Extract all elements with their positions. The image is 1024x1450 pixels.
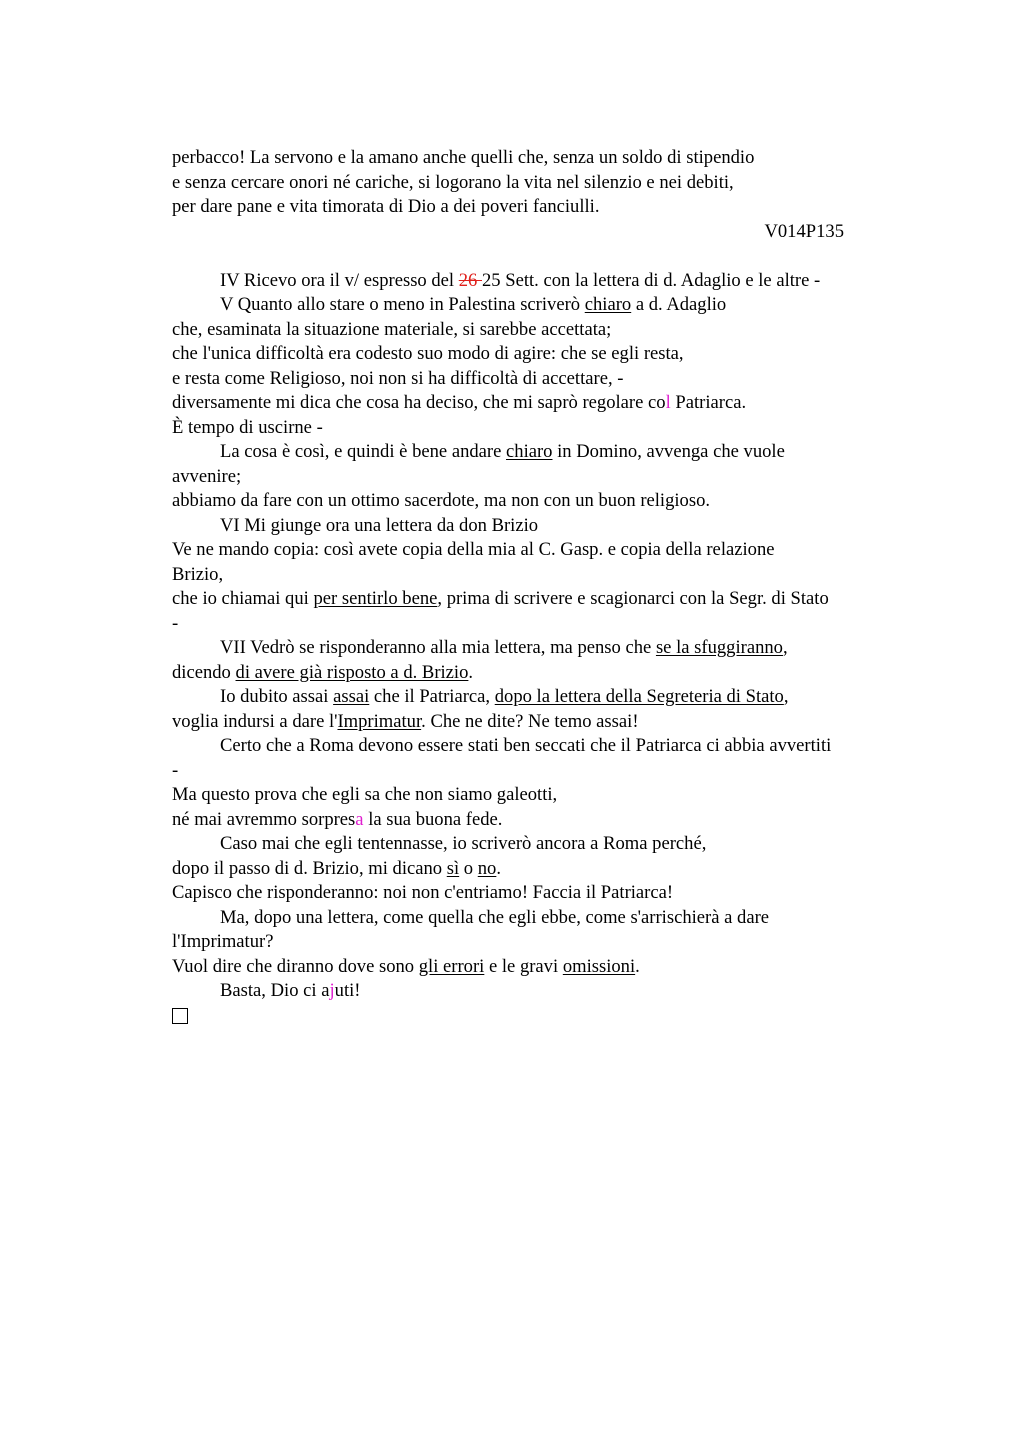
underlined-text: Imprimatur [337,710,422,732]
empty-checkbox-icon [172,1008,188,1024]
underlined-text: per sentirlo bene [313,588,438,609]
text-line: né mai avremmo sorpresa la sua buona fede. [172,808,503,830]
end-marker [172,1004,912,1032]
inserted-text: l [665,392,671,413]
text-line: che io chiamai qui per sentirlo bene, prima di scrivere e scagionarci con la Segr. di Stato [172,588,829,609]
text-line: avvenire; [172,465,242,487]
text-line: Vuol dire che diranno dove sono gli errori e le gravi omissioni. [172,955,640,977]
underlined-text: omissioni [562,955,636,977]
text-line: e senza cercare onori né cariche, si logorano la vita nel silenzio e nei debiti, [172,171,734,193]
text-line: dicendo di avere già risposto a d. Brizio. [172,661,474,683]
text-line: Caso mai che egli tentennasse, io scriverò ancora a Roma perché, [220,833,707,854]
underlined-text: dopo la lettera della Segreteria di Stato [494,686,784,707]
text-line: l'Imprimatur? [172,931,274,952]
text-line: voglia indursi a dare l'Imprimatur. Che ne dite? Ne temo assai! [172,710,639,732]
text-line: diversamente mi dica che cosa ha deciso, che mi saprò regolare col Patriarca. [172,392,747,413]
section-vii-line: VII Vedrò se risponderanno alla mia lettera, ma penso che se la sfuggiranno, [220,637,788,658]
text-line: - [172,759,179,781]
underlined-text: chiaro [584,294,632,315]
underlined-text: di avere già risposto a d. Brizio [235,661,469,683]
text-line: che, esaminata la situazione materiale, si sarebbe accettata; [172,318,612,340]
text-line: che l'unica difficoltà era codesto suo modo di agire: che se egli resta, [172,343,684,364]
text-line: perbacco! La servono e la amano anche quelli che, senza un soldo di stipendio [172,147,755,168]
letter-text [172,146,912,1031]
underlined-text: no [477,857,497,879]
text-line: Ma questo prova che egli sa che non siamo galeotti, [172,784,558,805]
text-line: Ve ne mando copia: così avete copia della mia al C. Gasp. e copia della relazione [172,539,775,560]
underlined-text: sì [446,857,460,879]
underlined-text: gli errori [418,955,485,977]
underlined-text: chiaro [506,441,553,462]
text-line: per dare pane e vita timorata di Dio a dei poveri fanciulli. [172,196,600,217]
text-line: abbiamo da fare con un ottimo sacerdote, ma non con un buon religioso. [172,490,711,511]
deleted-text: 26 [458,269,482,291]
text-line: Certo che a Roma devono essere stati ben seccati che il Patriarca ci abbia avvertiti [220,735,832,756]
text-line: È tempo di uscirne - [172,416,323,438]
text-line: Basta, Dio ci ajuti! [220,980,361,1001]
underlined-text: assai [333,686,370,707]
text-line: Brizio, [172,563,224,585]
text-line: La cosa è così, e quindi è bene andare chiaro in Domino, avvenga che vuole [220,441,785,462]
text-line: Capisco che risponderanno: noi non c'entriamo! Faccia il Patriarca! [172,882,674,903]
text-line: Io dubito assai assai che il Patriarca, dopo la lettera della Segreteria di Stato, [220,686,789,707]
text-line: dopo il passo di d. Brizio, mi dicano sì o no. [172,857,501,879]
section-iv-line: IV Ricevo ora il v/ espresso del 26 25 Sett. con la lettera di d. Adaglio e le altre - [220,269,821,291]
text-line: e resta come Religioso, noi non si ha difficoltà di accettare, - [172,367,624,389]
inserted-text: j [329,980,335,1001]
section-vi-line: VI Mi giunge ora una lettera da don Brizio [220,514,539,536]
inserted-text: a [355,808,364,830]
text-line: - [172,612,179,634]
section-v-line: V Quanto allo stare o meno in Palestina scriverò chiaro a d. Adaglio [220,294,727,315]
underlined-text: se la sfuggiranno [655,637,783,658]
text-line: Ma, dopo una lettera, come quella che egli ebbe, come s'arrischierà a dare [220,906,770,928]
page-reference: V014P135 [764,220,844,242]
